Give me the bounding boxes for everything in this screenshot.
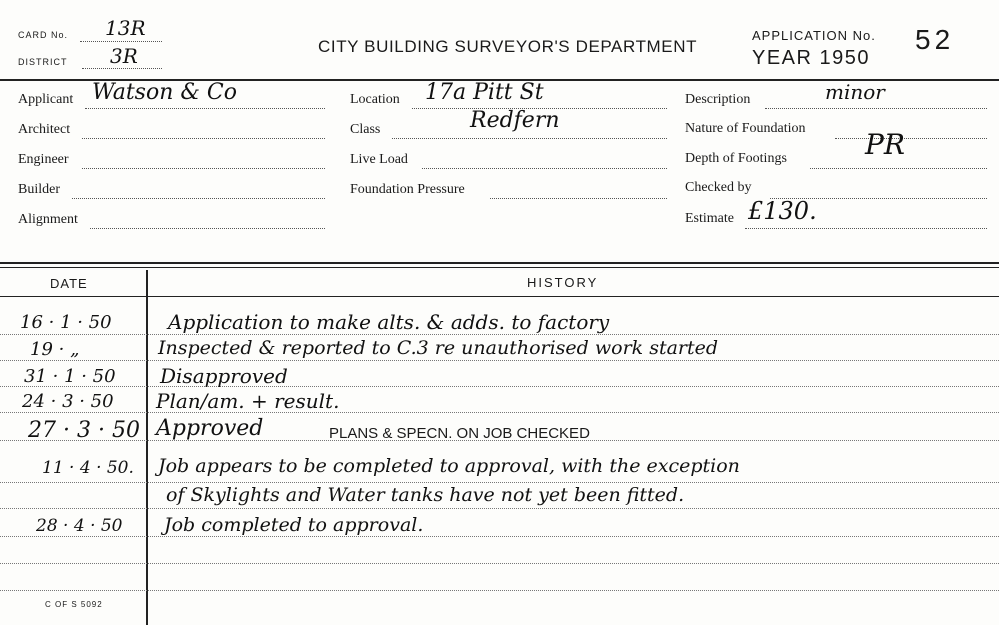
history-date: 31 · 1 · 50 [24,366,116,387]
depth-of-footings-value: PR [865,128,905,161]
applicant-value: Watson & Co [92,80,238,105]
application-number: 52 [915,24,955,55]
history-entry: Job completed to approval. [164,514,424,536]
district-value: 3R [110,44,138,68]
architect-label: Architect [18,122,71,137]
depth-of-footings-label: Depth of Footings [685,151,787,166]
history-top-rule [0,262,999,264]
history-date: 11 · 4 · 50. [42,458,134,478]
live-load-label: Live Load [350,152,408,167]
history-date: 27 · 3 · 50 [28,418,140,443]
approval-stamp: PLANS & SPECN. ON JOB CHECKED [329,425,590,442]
alignment-label: Alignment [18,212,78,227]
district-label: DISTRICT [18,57,68,67]
application-label: APPLICATION No. [752,28,876,43]
history-date: 24 · 3 · 50 [22,391,114,412]
card-no-value: 13R [105,16,146,40]
date-column-header: DATE [50,276,88,291]
department-title: CITY BUILDING SURVEYOR'S DEPARTMENT [318,37,698,56]
card-no-label: CARD No. [18,30,69,40]
year-label: YEAR 1950 [752,47,871,69]
class-label: Class [350,122,381,137]
nature-of-foundation-label: Nature of Foundation [685,121,806,136]
class-value: Redfern [470,108,560,133]
history-header-rule [0,296,999,297]
date-column-divider [146,270,148,625]
estimate-value: £130. [748,197,817,225]
description-label: Description [685,92,751,107]
history-entry: Disapproved [160,364,288,388]
checked-by-label: Checked by [685,180,752,195]
history-entry: Plan/am. + result. [156,389,340,413]
history-column-header: HISTORY [527,275,599,290]
history-entry: Application to make alts. & adds. to factory [168,310,610,334]
applicant-label: Applicant [18,92,74,107]
foundation-pressure-label: Foundation Pressure [350,182,465,197]
history-date: 28 · 4 · 50 [36,516,123,536]
builder-label: Builder [18,182,60,197]
history-entry: Job appears to be completed to approval, with the exception [158,455,740,477]
engineer-label: Engineer [18,152,69,167]
history-entry: Inspected & reported to C.3 re unauthorised work started [158,337,719,359]
history-entry: of Skylights and Water tanks have not yet been fitted. [166,484,685,506]
description-value: minor [825,80,885,104]
location-value: 17a Pitt St [425,80,544,105]
form-number: C OF S 5092 [45,600,103,609]
estimate-label: Estimate [685,211,734,226]
location-label: Location [350,92,400,107]
history-date: 19 · „ [30,339,80,360]
history-entry: Approved [156,416,264,441]
history-date: 16 · 1 · 50 [20,312,112,333]
